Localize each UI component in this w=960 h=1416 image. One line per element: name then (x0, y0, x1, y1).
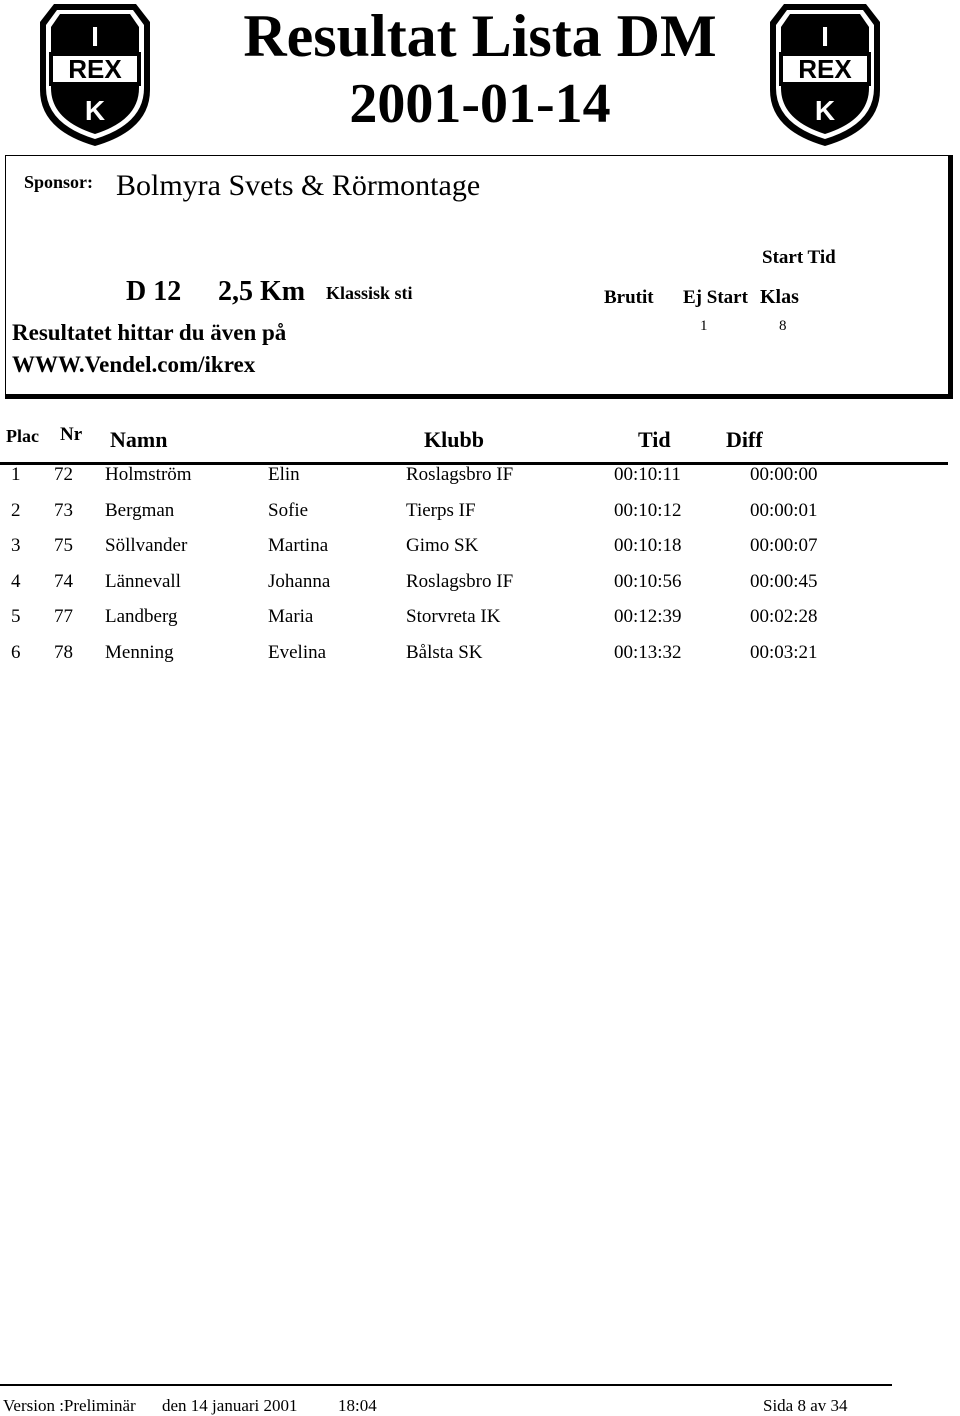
row-club: Storvreta IK (406, 606, 501, 627)
row-last-name: Bergman (105, 500, 175, 521)
row-first-name: Sofie (268, 500, 309, 521)
ej-start-label: Ej Start (683, 287, 748, 308)
footer-rule (0, 1384, 892, 1386)
logo-letter-bottom: K (814, 95, 836, 126)
event-date: 2001-01-14 (349, 73, 611, 135)
logo-letters-middle: REX (68, 54, 122, 84)
distance: 2,5 Km (218, 276, 306, 307)
logo-letters-middle: REX (798, 54, 852, 84)
row-diff: 00:00:00 (750, 464, 818, 485)
footer-date: den 14 januari 2001 (162, 1396, 298, 1415)
row-plac: 3 (11, 535, 21, 556)
club-logo-right (766, 0, 884, 150)
row-diff: 00:00:07 (750, 535, 818, 556)
row-nr: 77 (54, 606, 73, 627)
footer-time: 18:04 (338, 1396, 377, 1415)
row-time: 00:12:39 (614, 606, 682, 627)
row-last-name: Landberg (105, 606, 178, 627)
row-club: Roslagsbro IF (406, 464, 514, 485)
class-name: D 12 (126, 276, 182, 307)
row-diff: 00:03:21 (750, 642, 818, 663)
row-first-name: Martina (268, 535, 329, 556)
row-plac: 5 (11, 606, 21, 627)
row-nr: 75 (54, 535, 73, 556)
ej-start-value: 1 (700, 318, 708, 334)
col-header-plac: Plac (6, 426, 39, 446)
web-info-line1: Resultatet hittar du även på (12, 320, 287, 345)
klas-label: Klas (760, 286, 799, 308)
row-time: 00:10:56 (614, 571, 682, 592)
row-last-name: Lännevall (105, 571, 181, 592)
row-plac: 1 (11, 464, 21, 485)
page-title: Resultat Lista DM (243, 3, 717, 69)
sponsor-name: Bolmyra Svets & Rörmontage (116, 169, 481, 202)
row-last-name: Söllvander (105, 535, 188, 556)
row-nr: 78 (54, 642, 73, 663)
row-time: 00:13:32 (614, 642, 682, 663)
row-plac: 4 (11, 571, 21, 592)
row-diff: 00:00:45 (750, 571, 818, 592)
row-first-name: Johanna (268, 571, 331, 592)
row-diff: 00:00:01 (750, 500, 818, 521)
col-header-klubb: Klubb (424, 427, 484, 452)
row-first-name: Evelina (268, 642, 327, 663)
row-club: Tierps IF (406, 500, 476, 521)
row-last-name: Menning (105, 642, 174, 663)
race-style: Klassisk sti (326, 283, 413, 303)
row-plac: 2 (11, 500, 21, 521)
row-first-name: Elin (268, 464, 300, 485)
logo-letter-bottom: K (84, 95, 106, 126)
start-tid-label: Start Tid (762, 247, 836, 268)
col-header-diff: Diff (726, 427, 763, 452)
row-club: Gimo SK (406, 535, 479, 556)
row-nr: 73 (54, 500, 73, 521)
logo-letter-top: I (91, 21, 99, 52)
sponsor-label: Sponsor: (24, 172, 94, 192)
logo-letter-top: I (821, 21, 829, 52)
klas-value: 8 (779, 318, 787, 334)
row-time: 00:10:18 (614, 535, 682, 556)
row-plac: 6 (11, 642, 21, 663)
col-header-tid: Tid (638, 427, 671, 452)
row-first-name: Maria (268, 606, 314, 627)
row-nr: 74 (54, 571, 73, 592)
row-diff: 00:02:28 (750, 606, 818, 627)
footer-version: Version :Preliminär (3, 1396, 136, 1415)
col-header-namn: Namn (110, 427, 168, 452)
row-time: 00:10:11 (614, 464, 681, 485)
web-info-url: WWW.Vendel.com/ikrex (12, 352, 256, 377)
col-header-nr: Nr (60, 424, 83, 445)
row-club: Bålsta SK (406, 642, 483, 663)
row-club: Roslagsbro IF (406, 571, 514, 592)
row-time: 00:10:12 (614, 500, 682, 521)
row-nr: 72 (54, 464, 73, 485)
row-last-name: Holmström (105, 464, 192, 485)
club-logo-left (36, 0, 154, 150)
footer-page-number: Sida 8 av 34 (763, 1396, 848, 1415)
brutit-label: Brutit (604, 287, 654, 308)
